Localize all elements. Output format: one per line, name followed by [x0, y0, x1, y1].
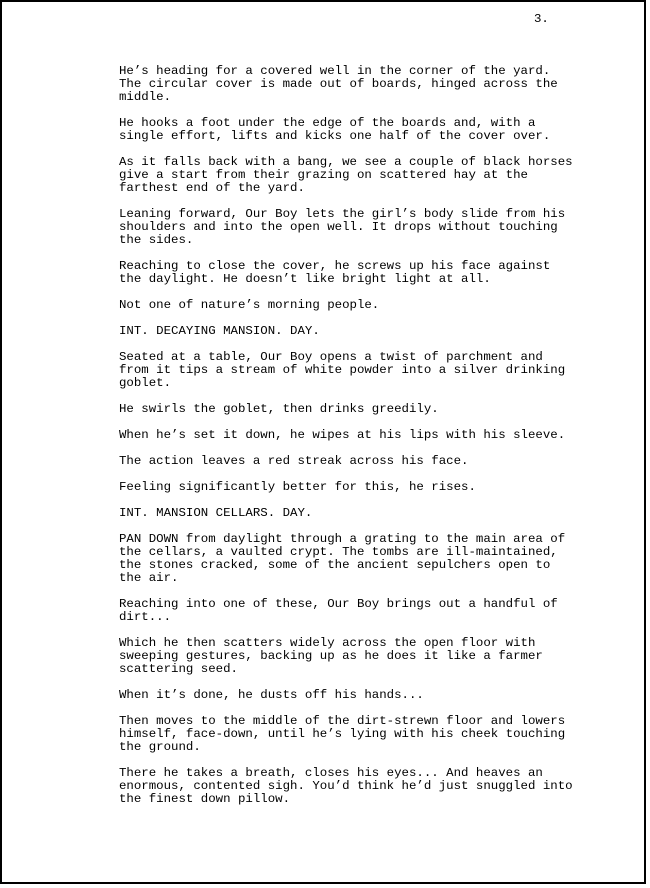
script-body — [119, 65, 599, 819]
action-paragraph: Then moves to the middle of the dirt-strewn floor and lowers himself, face-down, until he’s lying with his cheek touching the ground. — [119, 714, 566, 754]
action-paragraph: Feeling significantly better for this, he rises. — [119, 480, 476, 494]
action-paragraph: Seated at a table, Our Boy opens a twist of parchment and from it tips a stream of white powder into a silver drinking goblet. — [119, 350, 566, 390]
action-paragraph: When he’s set it down, he wipes at his lips with his sleeve. — [119, 428, 566, 442]
scene-heading: INT. DECAYING MANSION. DAY. — [119, 324, 320, 338]
action-paragraph: Leaning forward, Our Boy lets the girl’s body slide from his shoulders and into the open well. It drops without touching the sides. — [119, 207, 566, 247]
action-paragraph: He swirls the goblet, then drinks greedily. — [119, 402, 439, 416]
page-number: 3. — [534, 12, 549, 26]
action-paragraph: Reaching to close the cover, he screws up his face against the daylight. He doesn’t like bright light at all. — [119, 259, 551, 286]
action-paragraph: As it falls back with a bang, we see a couple of black horses give a start from their grazing on scattered hay at the farthest end of the yard. — [119, 155, 573, 195]
scene-heading: INT. MANSION CELLARS. DAY. — [119, 506, 313, 520]
action-paragraph: There he takes a breath, closes his eyes... And heaves an enormous, contented sigh. You’d think he’d just snuggled into the finest down pillow. — [119, 766, 573, 806]
action-paragraph: He’s heading for a covered well in the corner of the yard. The circular cover is made out of boards, hinged across the middle. — [119, 64, 558, 104]
action-paragraph: PAN DOWN from daylight through a grating to the main area of the cellars, a vaulted crypt. The tombs are ill-maintained, the stones cracked, some of the ancient sepulchers open to the air. — [119, 532, 566, 585]
action-paragraph: Which he then scatters widely across the open floor with sweeping gestures, backing up as he does it like a farmer scattering seed. — [119, 636, 543, 676]
action-paragraph: Reaching into one of these, Our Boy brings out a handful of dirt... — [119, 597, 558, 624]
action-paragraph: The action leaves a red streak across his face. — [119, 454, 469, 468]
action-paragraph: When it’s done, he dusts off his hands... — [119, 688, 424, 702]
action-paragraph: He hooks a foot under the edge of the boards and, with a single effort, lifts and kicks one half of the cover over. — [119, 116, 551, 143]
action-paragraph: Not one of nature’s morning people. — [119, 298, 380, 312]
